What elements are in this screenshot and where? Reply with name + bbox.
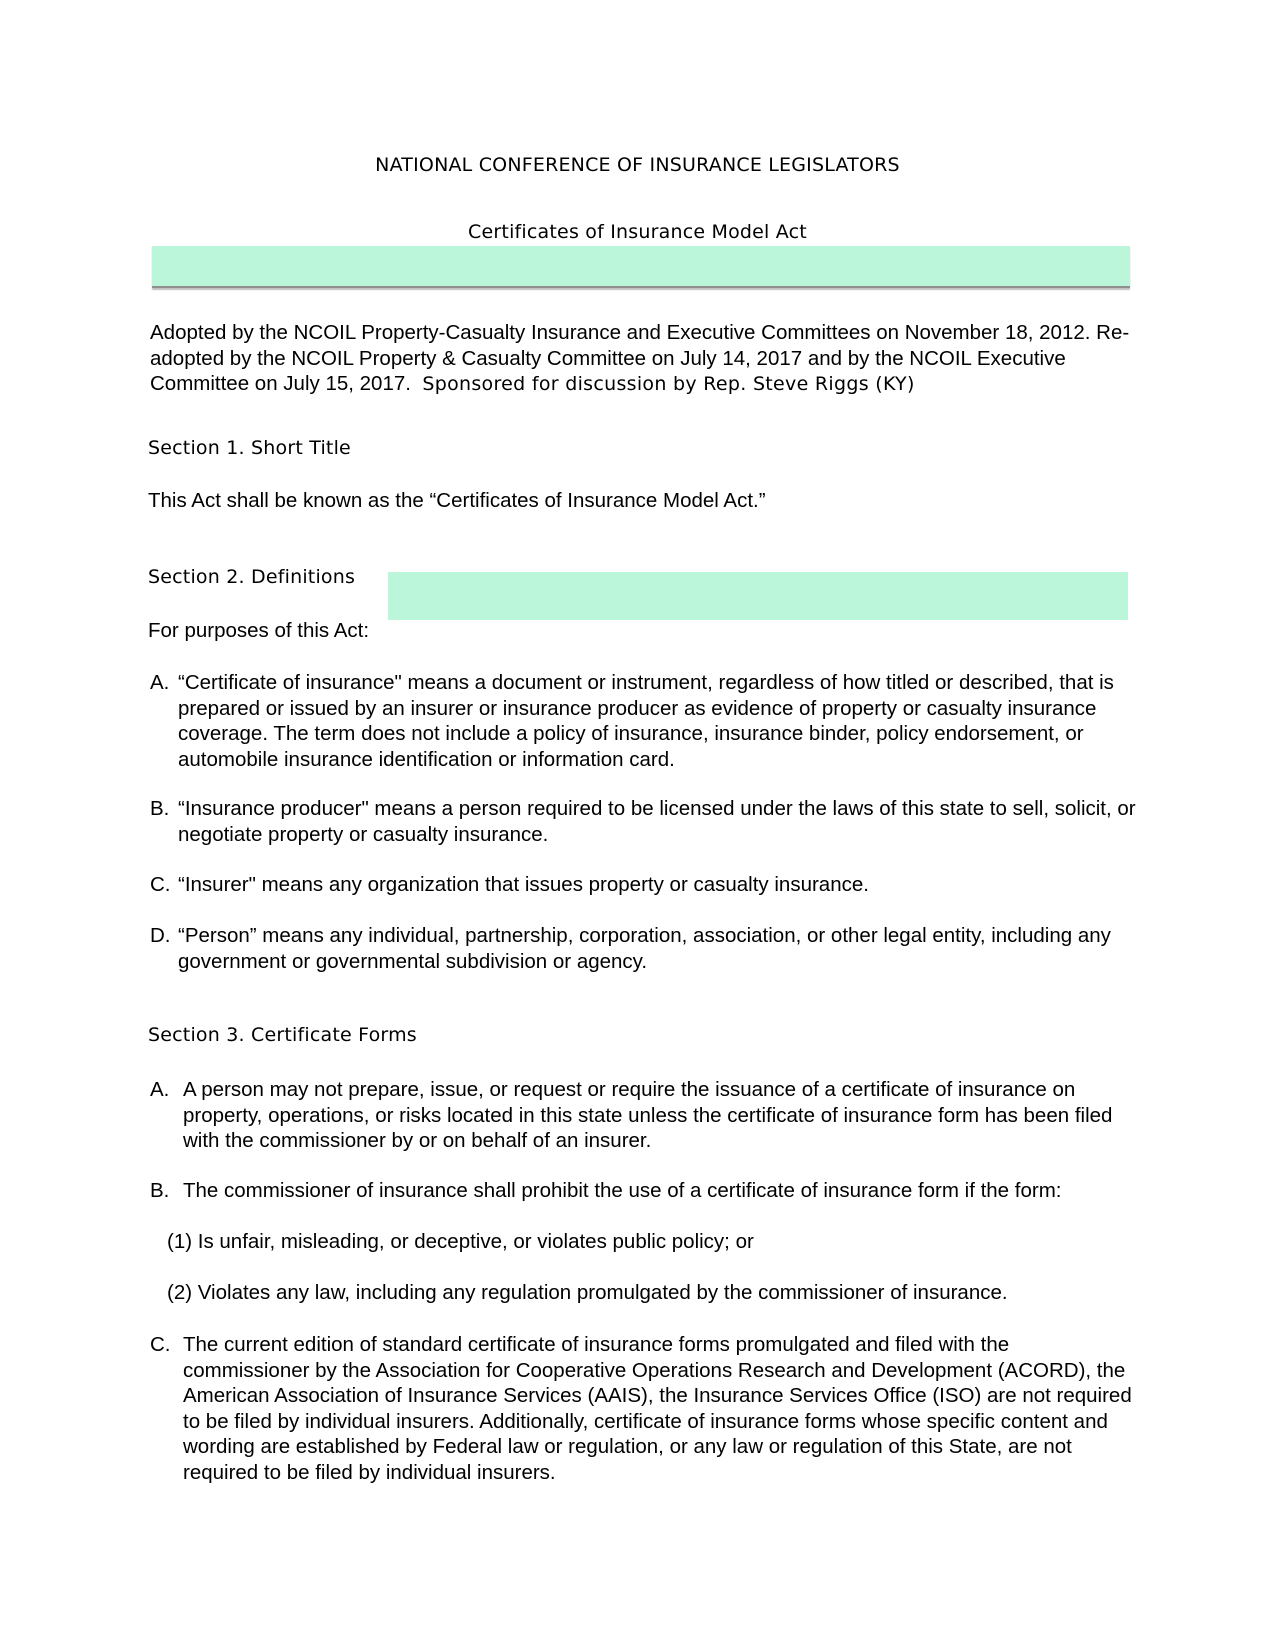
- item-label: D.: [150, 924, 171, 947]
- definition-item: [150, 670, 1140, 772]
- item-text: The current edition of standard certificate of insurance forms promulgated and filed with the commissioner by the Association for Cooperative Operations Research and Development (ACORD), the American Association of Insurance Services (AAIS), the Insurance Services Office (ISO) are not required to be filed by individual insurers. Additionally, certificate of insurance forms whose specific content and wording are established by Federal law or regulation, or any law or regulation of this State, are not required to be filed by individual insurers.: [183, 1333, 1132, 1484]
- section-3-heading: Section 3. Certificate Forms: [148, 1024, 417, 1046]
- definition-item: [150, 796, 1140, 847]
- sponsor-note: Sponsored for discussion by Rep. Steve Riggs (KY): [422, 373, 915, 395]
- item-text: “Certificate of insurance" means a document or instrument, regardless of how titled or described, that is prepared or issued by an insurer or insurance producer as evidence of property or casualty insurance coverage. The term does not include a policy of insurance, insurance binder, policy endorsement, or automobile insurance identification or information card.: [178, 671, 1114, 771]
- item-label: C.: [150, 873, 171, 896]
- item-label: B.: [150, 797, 170, 820]
- highlight-bar: [388, 572, 1128, 620]
- item-label: A.: [150, 671, 170, 694]
- section-1-body: This Act shall be known as the “Certificates of Insurance Model Act.”: [148, 489, 766, 512]
- highlight-bar: [152, 246, 1130, 288]
- section-3-item: [150, 1332, 1140, 1485]
- item-label: C.: [150, 1333, 171, 1356]
- item-text: “Insurer" means any organization that issues property or casualty insurance.: [178, 873, 869, 896]
- sub-item: (2) Violates any law, including any regulation promulgated by the commissioner of insurance.: [167, 1281, 1008, 1304]
- sub-item: (1) Is unfair, misleading, or deceptive, or violates public policy; or: [167, 1230, 754, 1253]
- item-label: A.: [150, 1078, 170, 1101]
- definition-item: [150, 872, 1140, 898]
- definition-item: [150, 923, 1140, 974]
- section-2-heading: Section 2. Definitions: [148, 566, 356, 588]
- act-title: Certificates of Insurance Model Act: [468, 221, 807, 243]
- section-2-intro: For purposes of this Act:: [148, 619, 370, 642]
- item-text: “Person” means any individual, partnership, corporation, association, or other legal entity, including any government or governmental subdivision or agency.: [178, 924, 1111, 973]
- item-text: The commissioner of insurance shall prohibit the use of a certificate of insurance form if the form:: [183, 1179, 1062, 1202]
- item-text: “Insurance producer" means a person required to be licensed under the laws of this state to sell, solicit, or negotiate property or casualty insurance.: [178, 797, 1136, 846]
- section-3-item: [150, 1077, 1140, 1154]
- section-3-item: [150, 1178, 1140, 1204]
- item-label: B.: [150, 1179, 170, 1202]
- adoption-text: Adopted by the NCOIL Property-Casualty Insurance and Executive Committees on November 18, 2012. Re-adopted by the NCOIL Property & Casualty Committee on July 14, 2017 and by the NCOIL Executive Committee on July 15, 2017.: [150, 321, 1130, 395]
- section-1-heading: Section 1. Short Title: [148, 437, 351, 459]
- adoption-note: [150, 320, 1150, 398]
- item-text: A person may not prepare, issue, or request or require the issuance of a certificate of insurance on property, operations, or risks located in this state unless the certificate of insurance form has been filed with the commissioner by or on behalf of an insurer.: [183, 1078, 1113, 1152]
- organization-title: NATIONAL CONFERENCE OF INSURANCE LEGISLATORS: [375, 154, 900, 176]
